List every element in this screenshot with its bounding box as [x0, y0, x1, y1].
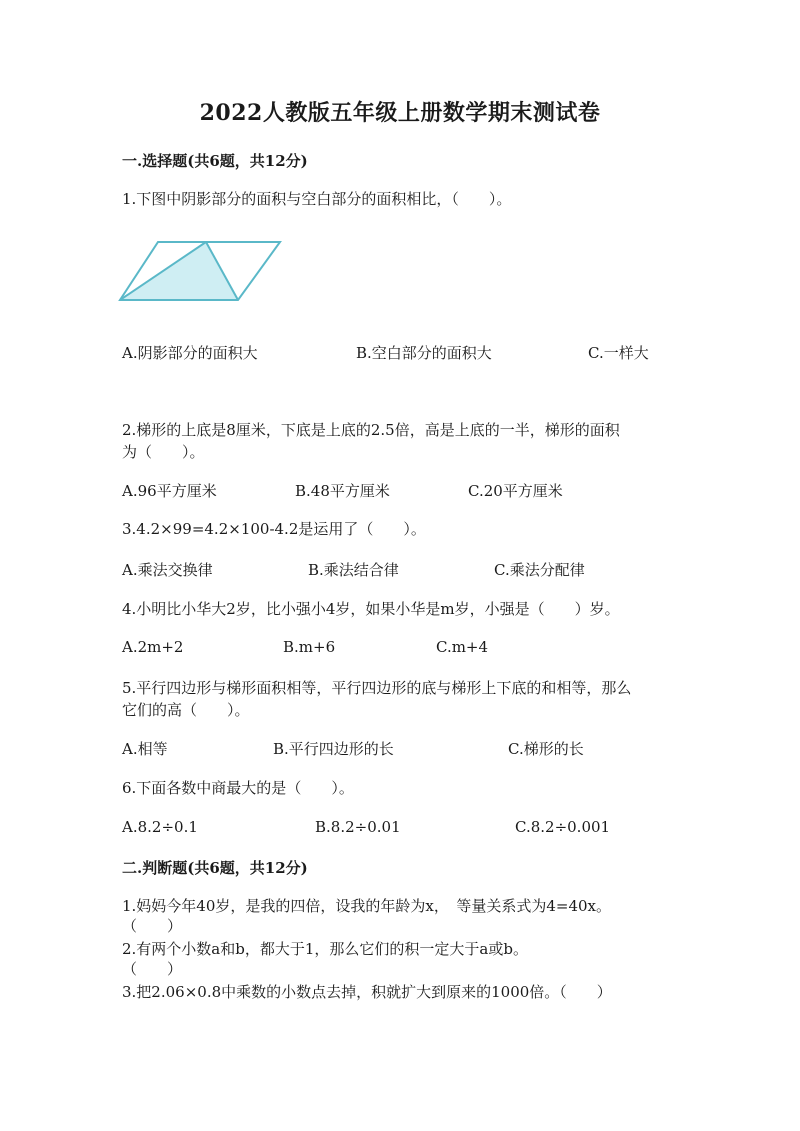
- question-3-text: 3.4.2×99=4.2×100-4.2是运用了（ ）。: [122, 520, 426, 538]
- question-2-text-line-1: 2.梯形的上底是8厘米，下底是上底的2.5倍，高是上底的一半，梯形的面积: [122, 421, 620, 439]
- question-1-option-a: A.阴影部分的面积大: [122, 344, 258, 362]
- question-3-option-b: B.乘法结合律: [308, 561, 399, 579]
- question-5-option-c: C.梯形的长: [508, 740, 584, 758]
- question-3-option-c: C.乘法分配律: [494, 561, 585, 579]
- question-2-text-line-2: 为（ ）。: [122, 443, 205, 461]
- judgement-3-text: 3.把2.06×0.8中乘数的小数点去掉，积就扩大到原来的1000倍。（ ）: [122, 983, 612, 1001]
- parallelogram-figure: [118, 236, 288, 306]
- question-1-option-c: C.一样大: [588, 344, 649, 362]
- judgement-2-answer-paren: （ ）: [122, 960, 183, 978]
- section-heading-choice: 一.选择题(共6题，共12分): [122, 152, 308, 170]
- question-4-option-b: B.m+6: [283, 638, 336, 656]
- question-1-option-b: B.空白部分的面积大: [356, 344, 492, 362]
- question-6-option-a: A.8.2÷0.1: [122, 818, 198, 836]
- question-5-text-line-1: 5.平行四边形与梯形面积相等，平行四边形的底与梯形上下底的和相等，那么: [122, 679, 632, 697]
- question-3-option-a: A.乘法交换律: [122, 561, 213, 579]
- section-heading-judgement: 二.判断题(共6题，共12分): [122, 859, 308, 877]
- question-2-option-a: A.96平方厘米: [122, 482, 217, 500]
- question-5-text-line-2: 它们的高（ ）。: [122, 701, 250, 719]
- judgement-1-answer-paren: （ ）: [122, 917, 183, 935]
- question-2-option-c: C.20平方厘米: [468, 482, 563, 500]
- question-2-option-b: B.48平方厘米: [295, 482, 390, 500]
- question-6-option-b: B.8.2÷0.01: [315, 818, 401, 836]
- shaded-triangle: [120, 242, 238, 300]
- question-1-text: 1.下图中阴影部分的面积与空白部分的面积相比，（ ）。: [122, 190, 512, 208]
- question-4-option-a: A.2m+2: [122, 638, 184, 656]
- judgement-2-text: 2.有两个小数a和b，都大于1，那么它们的积一定大于a或b。: [122, 940, 528, 958]
- judgement-1-text: 1.妈妈今年40岁，是我的四倍，设我的年龄为x， 等量关系式为4=40x。: [122, 897, 612, 915]
- page-title: 2022人教版五年级上册数学期末测试卷: [199, 100, 601, 126]
- question-5-option-a: A.相等: [122, 740, 168, 758]
- question-6-option-c: C.8.2÷0.001: [515, 818, 611, 836]
- question-4-text: 4.小明比小华大2岁，比小强小4岁，如果小华是m岁，小强是（ ）岁。: [122, 600, 620, 618]
- question-4-option-c: C.m+4: [436, 638, 489, 656]
- question-5-option-b: B.平行四边形的长: [273, 740, 394, 758]
- question-6-text: 6.下面各数中商最大的是（ ）。: [122, 779, 354, 797]
